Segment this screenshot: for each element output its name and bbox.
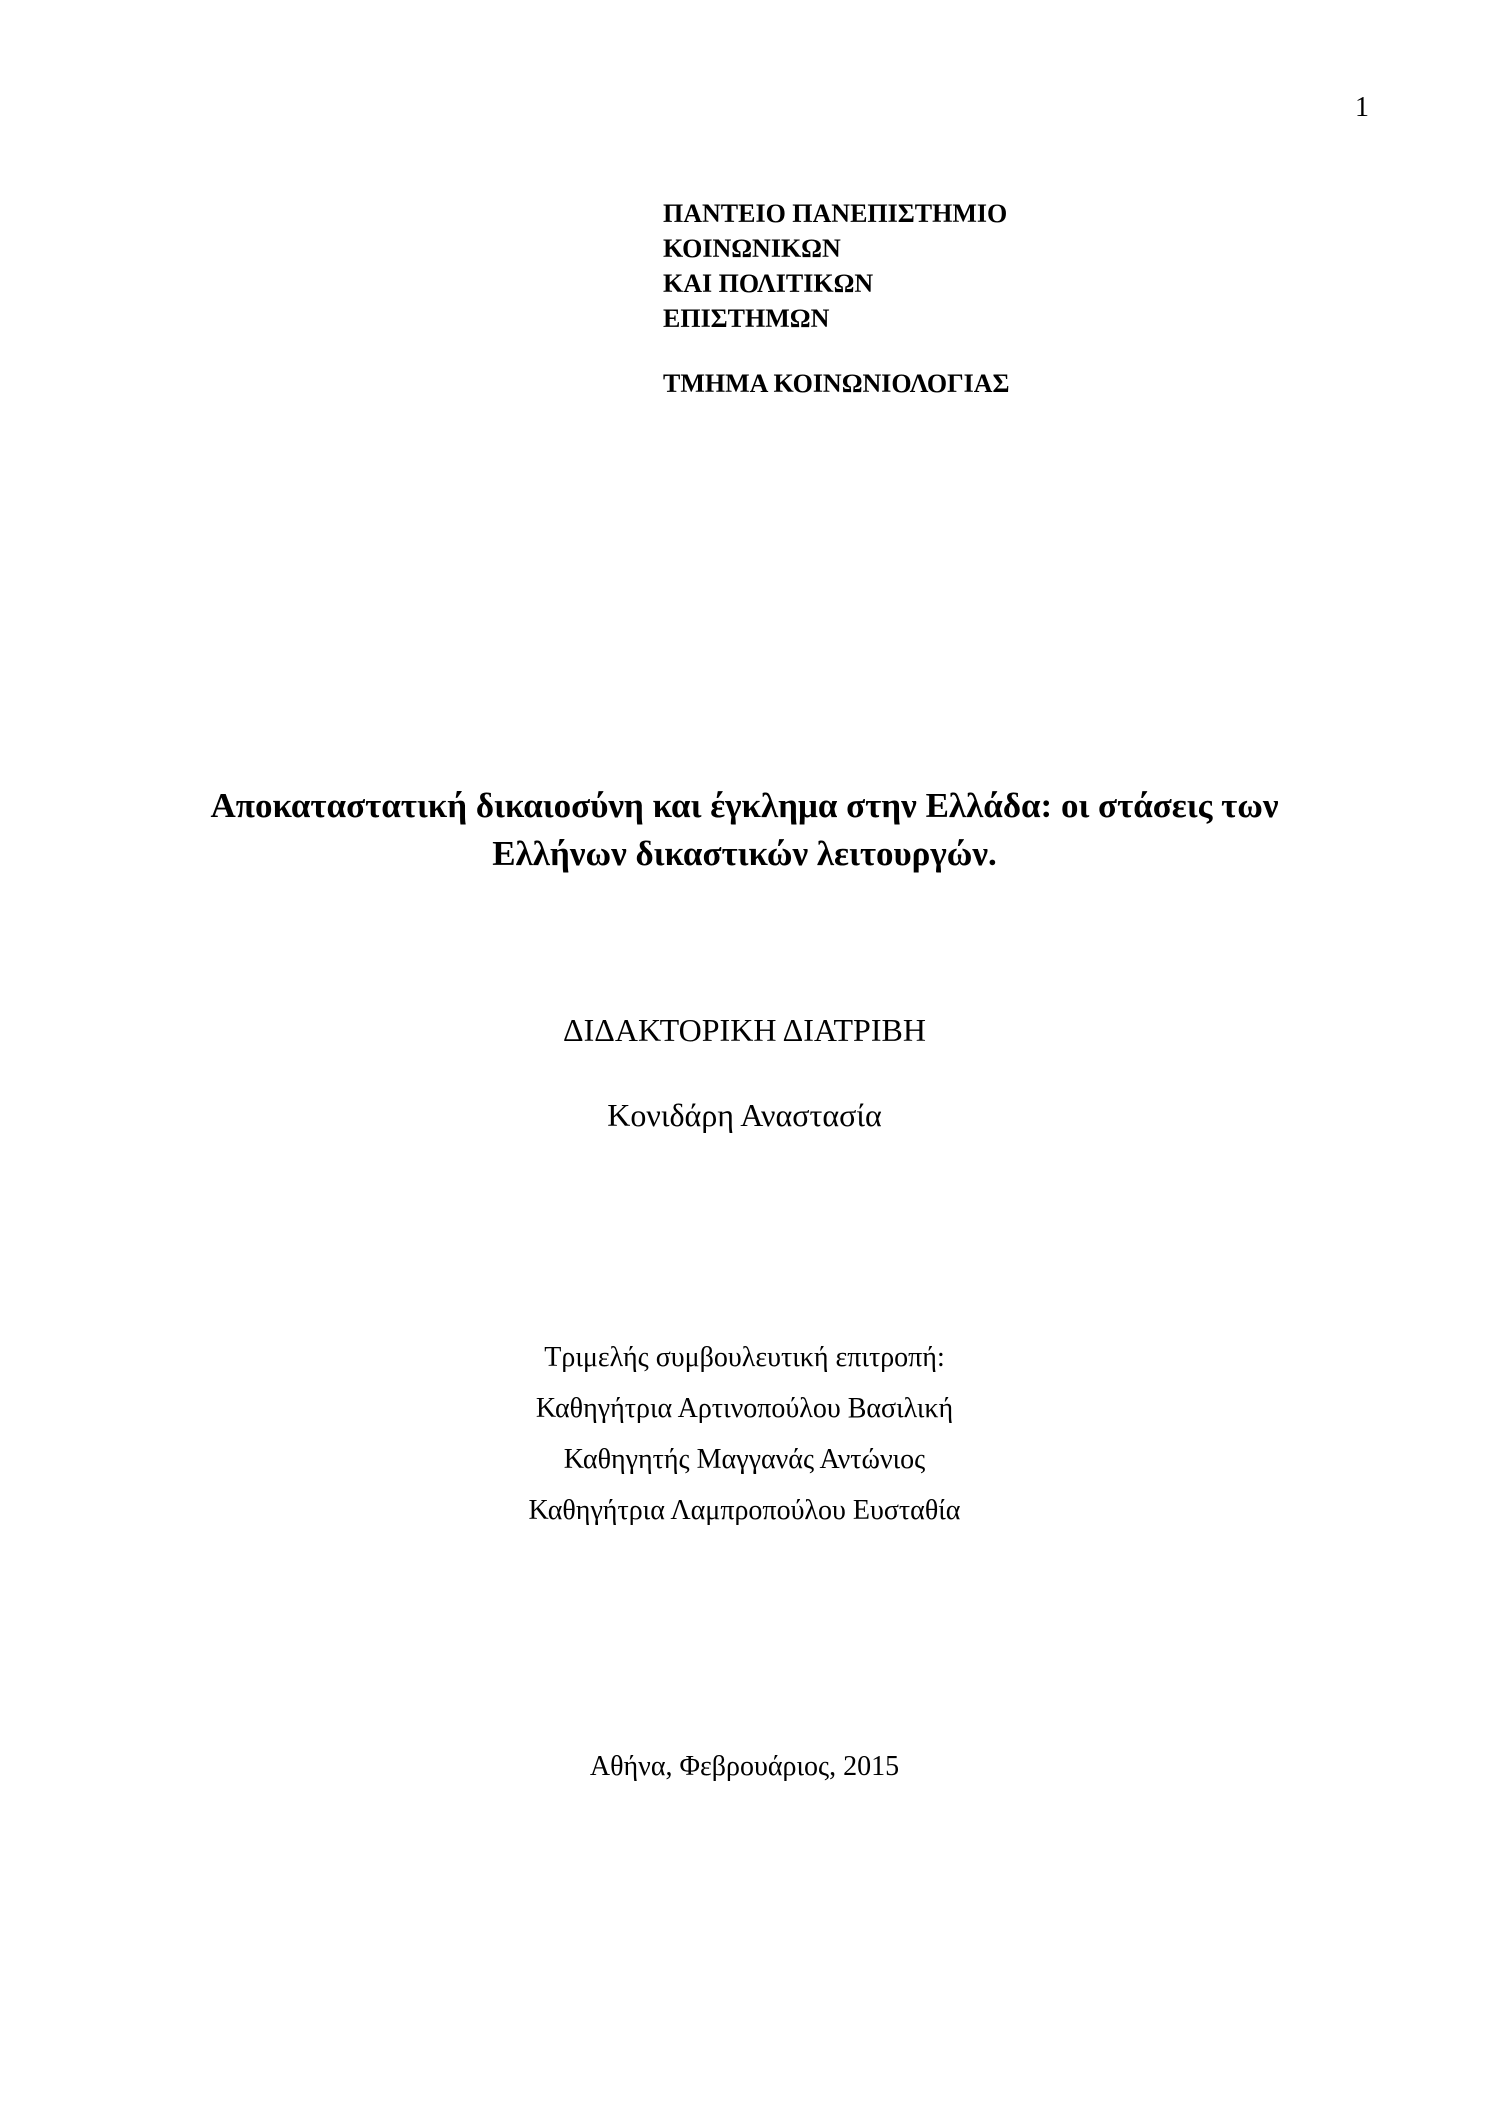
author-name: Κονιδάρη Αναστασία [607,1097,882,1133]
committee-member: Καθηγήτρια Αρτινοπούλου Βασιλική [535,1393,954,1424]
department-name: ΤΜΗΜΑ ΚΟΙΝΩΝΙΟΛΟΓΙΑΣ [663,369,1010,398]
committee-heading: Τριμελής συμβουλευτική επιτροπή: [544,1342,945,1373]
institution-line: ΕΠΙΣΤΗΜΩΝ [663,304,830,333]
document-type: ΔΙΔΑΚΤΟΡΙΚΗ ΔΙΑΤΡΙΒΗ [563,1012,926,1048]
advisory-committee [0,1332,1489,1536]
institution-line: ΚΟΙΝΩΝΙΚΩΝ [663,234,841,263]
page-number: 1 [1355,92,1369,123]
committee-member: Καθηγήτρια Λαμπροπούλου Ευσταθία [528,1495,961,1526]
title-line: Ελλήνων δικαστικών λειτουργών. [492,834,997,873]
place-and-date: Αθήνα, Φεβρουάριος, 2015 [589,1751,900,1782]
institution-line: ΚΑΙ ΠΟΛΙΤΙΚΩΝ [663,269,874,298]
institution-name [663,196,1007,336]
thesis-title [0,782,1489,878]
institution-line: ΠΑΝΤΕΙΟ ΠΑΝΕΠΙΣΤΗΜΙΟ [663,199,1008,228]
title-line: Αποκαταστατική δικαιοσύνη και έγκλημα στην Ελλάδα: οι στάσεις των [210,786,1279,825]
committee-member: Καθηγητής Μαγγανάς Αντώνιος [563,1444,926,1475]
